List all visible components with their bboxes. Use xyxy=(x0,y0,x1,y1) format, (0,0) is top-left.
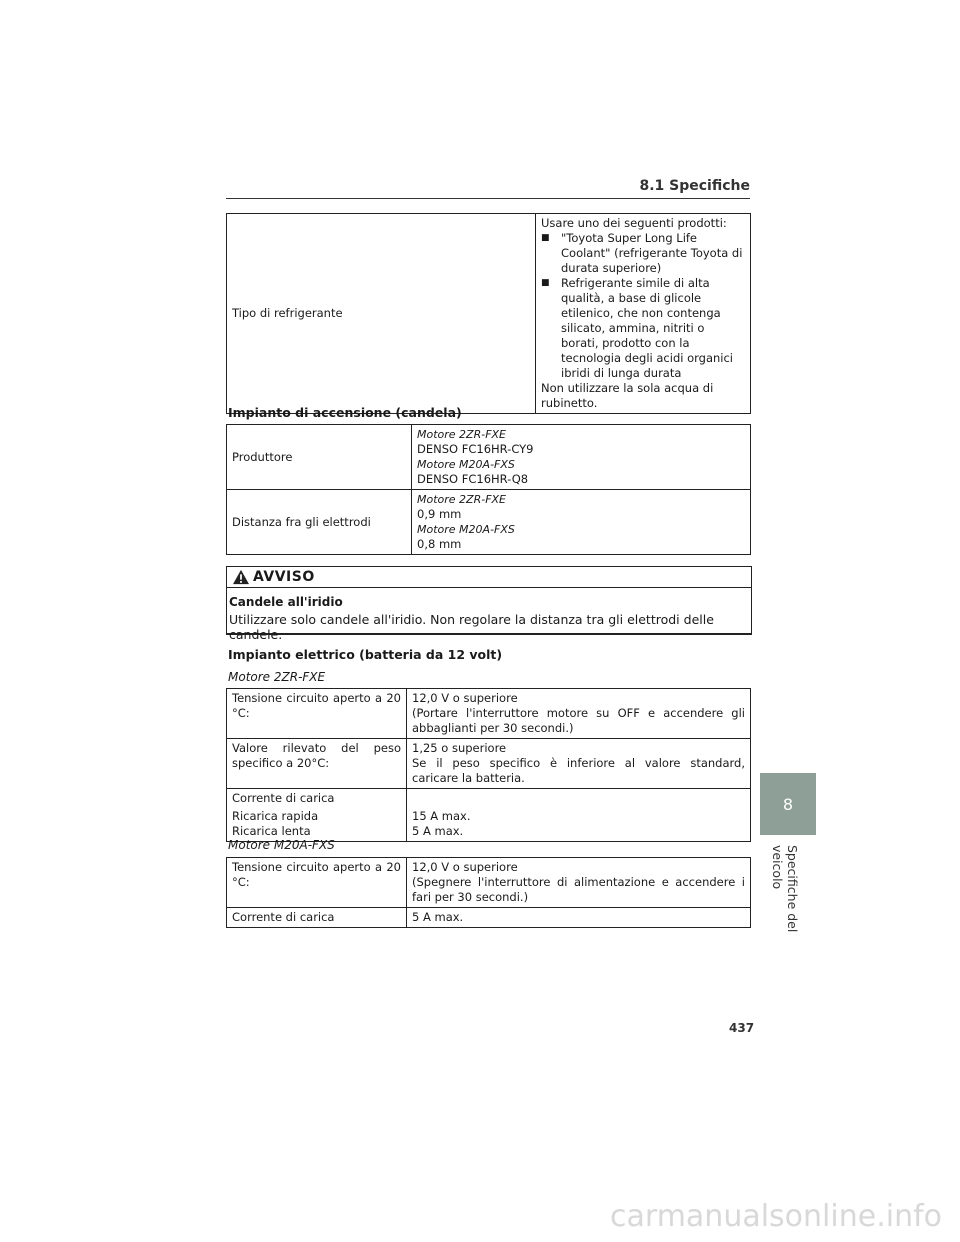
motor-subtitle: Motore 2ZR-FXE xyxy=(228,670,326,684)
table-cell: Valore rilevato del peso specifico a 20°C: xyxy=(227,739,407,789)
electrical-title: Impianto elettrico (batteria da 12 volt) xyxy=(228,647,503,662)
coolant-note: Non utilizzare la sola acqua di rubinetto. xyxy=(541,381,714,410)
table-cell: DENSO FC16HR-Q8 xyxy=(417,472,529,486)
table-cell: 15 A max. xyxy=(412,809,471,823)
table-cell: Ricarica rapida xyxy=(232,809,319,823)
warning-triangle-icon xyxy=(232,569,250,585)
table-cell: Corrente di carica xyxy=(227,908,407,928)
table-row xyxy=(227,425,751,490)
section-header: 8.1 Specifiche xyxy=(639,178,750,194)
table-cell: 0,9 mm xyxy=(417,507,462,521)
table-cell: Tensione circuito aperto a 20 °C: xyxy=(227,689,407,739)
header-divider xyxy=(226,198,750,199)
electrical-table-m20a xyxy=(226,857,751,928)
warning-box xyxy=(226,566,752,642)
warning-header xyxy=(227,567,751,588)
coolant-intro: Usare uno dei seguenti prodotti: xyxy=(541,216,727,230)
table-row xyxy=(227,908,751,928)
table-cell: Tensione circuito aperto a 20 °C: xyxy=(227,858,407,908)
coolant-list xyxy=(541,231,745,381)
table-cell: (Portare l'interruttore motore su OFF e accendere gli abbaglianti per 30 secondi.) xyxy=(412,706,745,735)
warning-text: Utilizzare solo candele all'iridio. Non regolare la distanza tra gli elettrodi delle candele. xyxy=(229,612,714,642)
table-cell: Ricarica lenta xyxy=(232,824,311,838)
motor-label: Motore 2ZR-FXE xyxy=(417,493,507,506)
motor-label: Motore M20A-FXS xyxy=(417,523,515,536)
motor-label: Motore 2ZR-FXE xyxy=(417,428,507,441)
chapter-title: Specifiche del veicolo xyxy=(770,845,800,933)
table-cell: (Spegnere l'interruttore di alimentazione e accendere i fari per 30 secondi.) xyxy=(412,875,745,904)
table-cell: 12,0 V o superiore xyxy=(412,860,518,874)
table-row xyxy=(227,858,751,908)
table-row xyxy=(227,490,751,555)
coolant-table xyxy=(226,213,751,414)
table-cell: Distanza fra gli elettrodi xyxy=(227,490,412,555)
electrical-table-2zr xyxy=(226,688,751,842)
chapter-tab[interactable]: 8 xyxy=(760,773,816,835)
table-cell: Produttore xyxy=(227,425,412,490)
motor-subtitle: Motore M20A-FXS xyxy=(228,838,335,852)
motor-label: Motore M20A-FXS xyxy=(417,458,515,471)
table-row xyxy=(227,689,751,739)
coolant-label: Tipo di refrigerante xyxy=(227,214,536,414)
table-cell: 0,8 mm xyxy=(417,537,462,551)
table-cell: 1,25 o superiore xyxy=(412,741,507,755)
list-item: ■ Refrigerante simile di alta qualità, a base di glicole etilenico, che non contenga silicato, ammina, nitriti o borati, prodotto con la tecnologia degli acidi organici ibridi di lunga durata xyxy=(541,276,745,381)
list-item: ■ "Toyota Super Long Life Coolant" (refrigerante Toyota di durata superiore) xyxy=(541,231,745,276)
table-cell: 5 A max. xyxy=(412,824,464,838)
table-cell: 12,0 V o superiore xyxy=(412,691,518,705)
table-cell: DENSO FC16HR-CY9 xyxy=(417,442,534,456)
watermark: carmanualsonline.info xyxy=(610,1199,942,1234)
page-number: 437 xyxy=(729,1021,755,1035)
ignition-title: Impianto di accensione (candela) xyxy=(228,405,462,420)
warning-subtitle: Candele all'iridio xyxy=(229,595,343,609)
table-cell: Corrente di carica xyxy=(232,791,335,805)
warning-label: AVVISO xyxy=(253,569,315,585)
table-cell: 5 A max. xyxy=(407,908,751,928)
table-cell: Se il peso specifico è inferiore al valore standard, caricare la batteria. xyxy=(412,756,745,785)
table-row xyxy=(227,789,751,842)
table-row xyxy=(227,739,751,789)
ignition-table xyxy=(226,424,751,555)
